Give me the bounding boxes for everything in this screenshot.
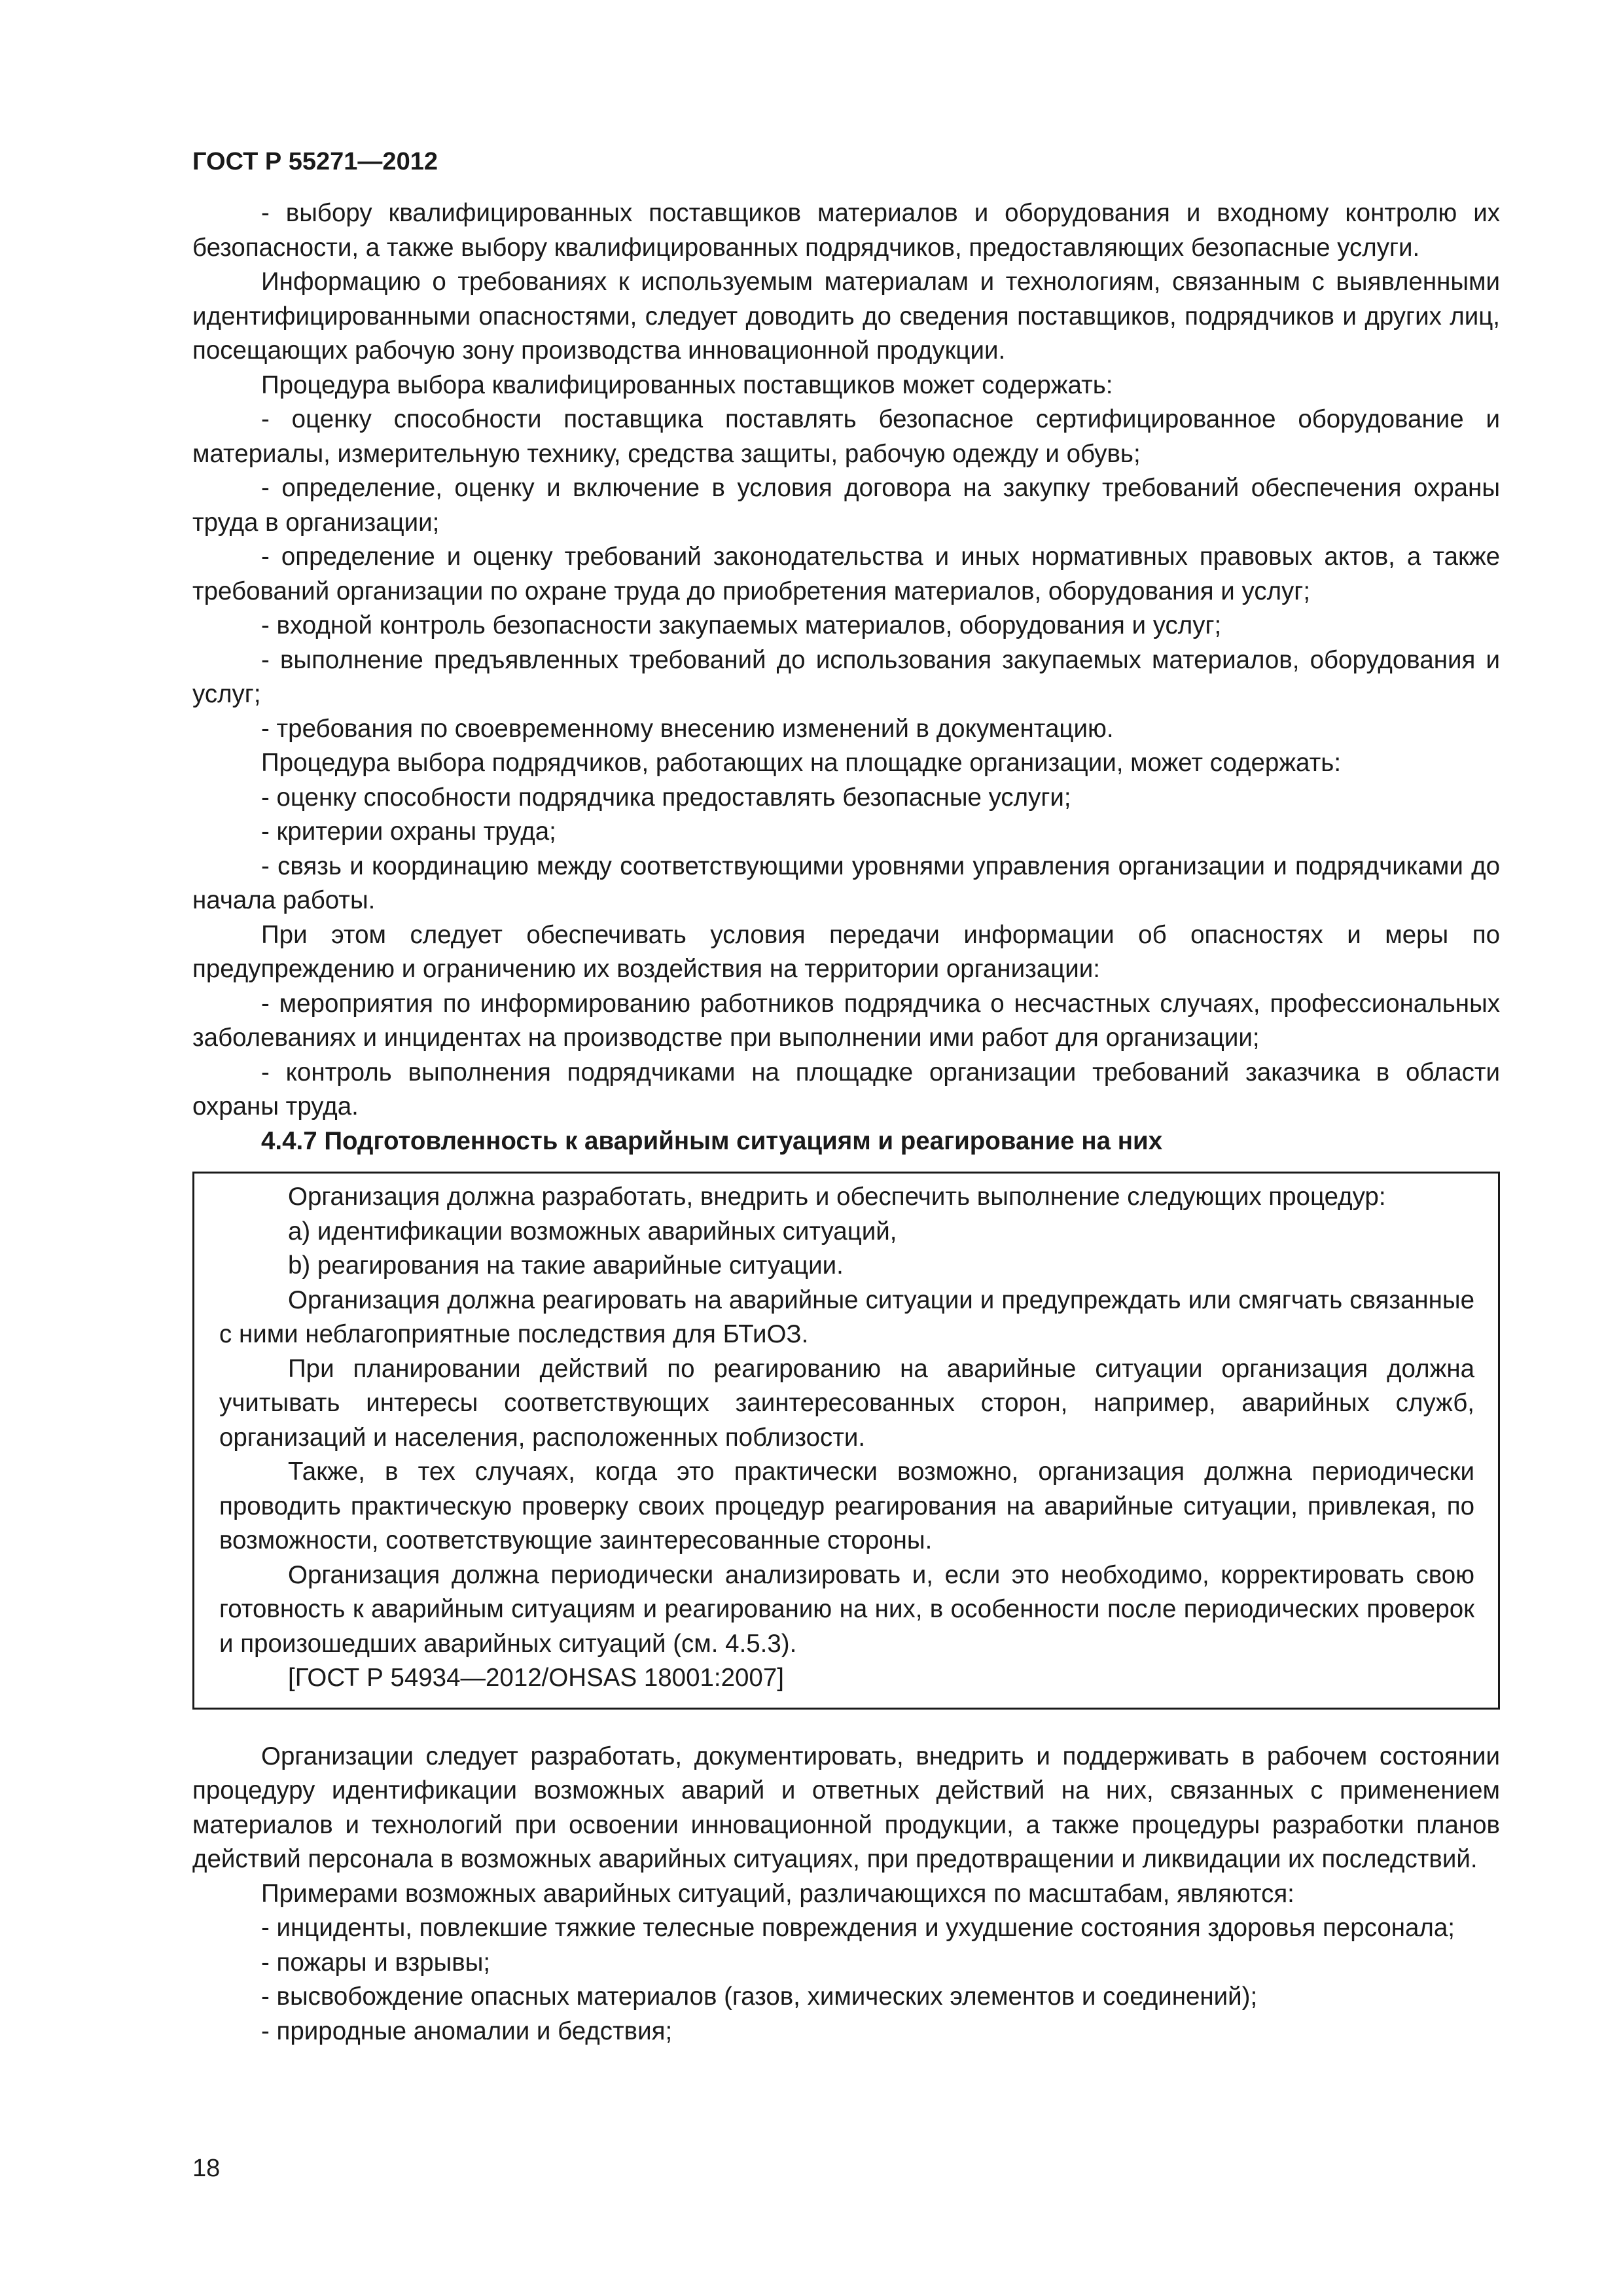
list-item: - требования по своевременному внесению изменений в документацию. <box>261 714 1114 743</box>
list-item: - природные аномалии и бедствия; <box>261 2017 673 2045</box>
box-paragraph: Организация должна разработать, внедрить и обеспечить выполнение следующих процедур: <box>288 1183 1386 1211</box>
page-number: 18 <box>192 2155 221 2182</box>
list-item: - контроль выполнения подрядчиками на площадке организации требований заказчика в области охраны труда. <box>192 1058 1500 1121</box>
list-item: - связь и координацию между соответствующими уровнями управления организации и подрядчиками до начала работы. <box>192 852 1500 914</box>
document-header-id: ГОСТ Р 55271—2012 <box>192 148 438 175</box>
document-body <box>192 196 1500 2049</box>
list-item: - высвобождение опасных материалов (газов, химических элементов и соединений); <box>261 1982 1258 2011</box>
box-paragraph: При планировании действий по реагированию на аварийные ситуации организация должна учитывать интересы соответствующих заинтересованных сторон, например, аварийных служб, организаций и населения, расположенных поблизости. <box>219 1354 1474 1452</box>
section-heading: 4.4.7 Подготовленность к аварийным ситуациям и реагирование на них <box>261 1126 1163 1155</box>
body-paragraph: При этом следует обеспечивать условия передачи информации об опасностях и меры по предупреждению и ограничению их воздействия на территории организации: <box>192 920 1500 983</box>
list-item: - входной контроль безопасности закупаемых материалов, оборудования и услуг; <box>261 611 1222 639</box>
box-citation: [ГОСТ Р 54934—2012/OHSAS 18001:2007] <box>288 1664 784 1692</box>
list-item: - определение и оценку требований законодательства и иных нормативных правовых актов, а также требований организации по охране труда до приобретения материалов, оборудования и услуг; <box>192 543 1500 605</box>
list-item: - оценку способности подрядчика предоставлять безопасные услуги; <box>261 783 1071 812</box>
body-paragraph: Организации следует разработать, документировать, внедрить и поддерживать в рабочем состоянии процедуру идентификации возможных аварий и ответных действий на них, связанных с применением материалов и технологий при освоении инновационной продукции, а также процедуры разработки планов действий персонала в возможных аварийных ситуациях, при предотвращении и ликвидации их последствий. <box>192 1742 1500 1873</box>
list-item: - оценку способности поставщика поставлять безопасное сертифицированное оборудование и материалы, измерительную технику, средства защиты, рабочую одежду и обувь; <box>192 405 1500 468</box>
quoted-standard-box <box>192 1172 1500 1710</box>
box-paragraph: Организация должна реагировать на аварийные ситуации и предупреждать или смягчать связанные с ними неблагоприятные последствия для БТиОЗ. <box>219 1285 1474 1348</box>
list-item: - определение, оценку и включение в условия договора на закупку требований обеспечения охраны труда в организации; <box>192 474 1500 537</box>
box-paragraph: Также, в тех случаях, когда это практически возможно, организация должна периодически проводить практическую проверку своих процедур реагирования на аварийные ситуации, привлекая, по возможности, соответствующие заинтересованные стороны. <box>219 1458 1474 1554</box>
list-item: - критерии охраны труда; <box>261 817 556 846</box>
body-paragraph: - выбору квалифицированных поставщиков материалов и оборудования и входному контролю их безопасности, а также выбору квалифицированных подрядчиков, предоставляющих безопасные услуги. <box>192 199 1500 262</box>
box-list-item: a) идентификации возможных аварийных ситуаций, <box>288 1217 897 1246</box>
list-item: - инциденты, повлекшие тяжкие телесные повреждения и ухудшение состояния здоровья персонала; <box>261 1914 1455 1942</box>
body-paragraph: Процедура выбора подрядчиков, работающих на площадке организации, может содержать: <box>261 749 1342 777</box>
box-paragraph: Организация должна периодически анализировать и, если это необходимо, корректировать свою готовность к аварийным ситуациям и реагированию на них, в особенности после периодических проверок и произошедших аварийных ситуаций (см. 4.5.3). <box>219 1560 1474 1658</box>
list-item: - пожары и взрывы; <box>261 1948 491 1977</box>
list-item: - выполнение предъявленных требований до использования закупаемых материалов, оборудования и услуг; <box>192 645 1500 708</box>
list-item: - мероприятия по информированию работников подрядчика о несчастных случаях, профессиональных заболеваниях и инцидентах на производстве при выполнении ими работ для организации; <box>192 989 1500 1052</box>
body-paragraph: Процедура выбора квалифицированных поставщиков может содержать: <box>261 370 1113 399</box>
body-paragraph: Примерами возможных аварийных ситуаций, различающихся по масштабам, являются: <box>261 1879 1294 1908</box>
box-list-item: b) реагирования на такие аварийные ситуации. <box>288 1251 844 1280</box>
body-paragraph: Информацию о требованиях к используемым материалам и технологиям, связанным с выявленными идентифицированными опасностями, следует доводить до сведения поставщиков, подрядчиков и других лиц, посещающих рабочую зону производства инновационной продукции. <box>192 268 1500 365</box>
